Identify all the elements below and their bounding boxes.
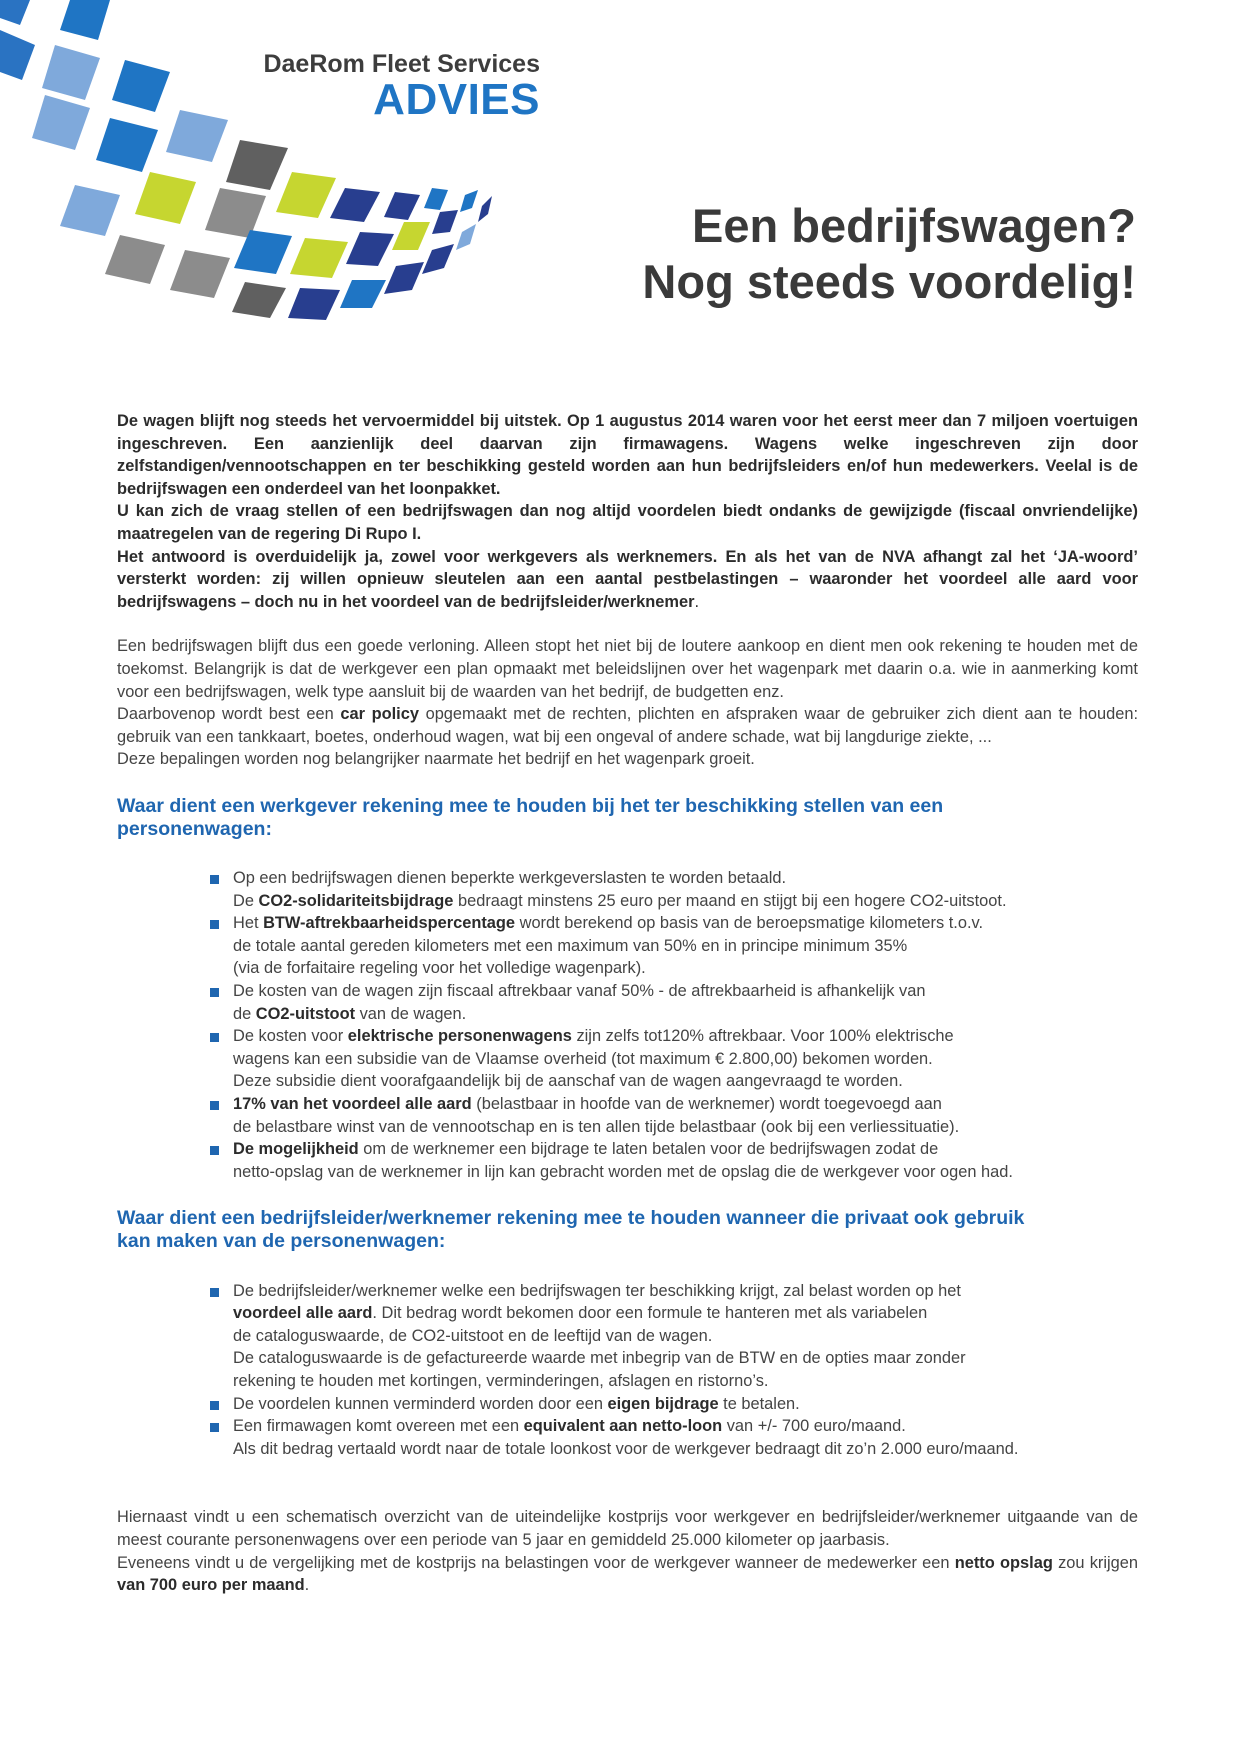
bullet-square-icon [210,1101,219,1110]
policy-paragraph: Een bedrijfswagen blijft dus een goede verloning. Alleen stopt het niet bij de loutere aankoop en dient men ook rekening te houden met de toekomst. Belangrijk is dat de werkgever een plan opmaakt met beleidslijnen over het wagenpark met daarin o.a. wie in aanmerking komt voor een bedrijfswagen, welk type aansluit bij de waarden van het bedrijf, de budgetten enz. Daarbovenop wordt best een car policy opgemaakt met de rechten, plichten en afspraken waar de gebruiker zich dient aan te houden: gebruik van een tankkaart, boetes, onderhoud wagen, wat bij een ongeval of andere schade, wat bij langdurige ziekte, ... Deze bepalingen worden nog belangrijker naarmate het bedrijf en het wagenpark groeit. [117,637,1139,769]
list-item: De mogelijkheid om de werknemer een bijdrage te laten betalen voor de bedrijfswagen zodat de netto-opslag van de werknemer in lijn kan gebracht worden met de opslag die de werkgever voor ogen had. [233,1138,1138,1183]
list-item: De bedrijfsleider/werknemer welke een bedrijfswagen ter beschikking krijgt, zal belast worden op het voordeel alle aard. Dit bedrag wordt bekomen door een formule te hanteren met als variabelen de cataloguswaarde, de CO2-uitstoot en de leeftijd van de wagen. De cataloguswaarde is de gefactureerde waarde met inbegrip van de BTW en de opties maar zonder rekening te houden met kortingen, verminderingen, afslagen en ristorno’s. [233,1280,1138,1393]
list-item: 17% van het voordeel alle aard (belastbaar in hoofde van de werknemer) wordt toegevoegd aan de belastbare winst van de vennootschap en is ten allen tijde belastbaar (ook bij een verliessituatie). [233,1093,1138,1138]
bullet-square-icon [210,875,219,884]
bullet-square-icon [210,1033,219,1042]
bullet-square-icon [210,1423,219,1432]
headline-line-2: Nog steeds voordelig! [642,255,1136,308]
headline [642,198,1136,310]
list-item: Het BTW-aftrekbaarheidspercentage wordt berekend op basis van de beroepsmatige kilometers t.o.v. de totale aantal gereden kilometers met een maximum van 50% en in principe minimum 35% (via de forfaitaire regeling voor het volledige wagenpark). [233,912,1138,980]
logo-tiles [0,0,492,320]
bullet-square-icon [210,920,219,929]
brand-name: DaeRom Fleet Services [263,50,540,78]
bullet-square-icon [210,1288,219,1297]
list-item: De kosten van de wagen zijn fiscaal aftrekbaar vanaf 50% - de aftrekbaarheid is afhankelijk van de CO2-uitstoot van de wagen. [233,980,1138,1025]
list-item: Op een bedrijfswagen dienen beperkte werkgeverslasten te worden betaald. De CO2-solidariteitsbijdrage bedraagt minstens 25 euro per maand en stijgt bij een hogere CO2-uitstoot. [233,867,1138,912]
list-item: De kosten voor elektrische personenwagens zijn zelfs tot120% aftrekbaar. Voor 100% elektrische wagens kan een subsidie van de Vlaamse overheid (tot maximum € 2.800,00) bekomen worden. Deze subsidie dient voorafgaandelijk bij de aanschaf van de wagen aangevraagd te worden. [233,1025,1138,1093]
brand-block [250,50,540,122]
headline-line-1: Een bedrijfswagen? [692,199,1136,252]
list-item: Een firmawagen komt overeen met een equivalent aan netto-loon van +/- 700 euro/maand. Als dit bedrag vertaald wordt naar de totale loonkost voor de werkgever bedraagt dit zo’n 2.000 euro/maand. [233,1415,1138,1460]
employee-list [117,1280,1138,1461]
bullet-square-icon [210,1401,219,1410]
bullet-square-icon [210,988,219,997]
section-employee-title: Waar dient een bedrijfsleider/werknemer rekening mee te houden wanneer die privaat ook gebruik kan maken van de personenwagen: [117,1207,1025,1252]
intro-paragraph: De wagen blijft nog steeds het vervoermiddel bij uitstek. Op 1 augustus 2014 waren voor het eerst meer dan 7 miljoen voertuigen ingeschreven. Een aanzienlijk deel daarvan zijn firmawagens. Wagens welke ingeschreven zijn door zelfstandigen/vennootschappen en ter beschikking gesteld worden aan hun bedrijfsleiders en/of hun medewerkers. Veelal is de bedrijfswagen een onderdeel van het loonpakket. U kan zich de vraag stellen of een bedrijfswagen dan nog altijd voordelen biedt ondanks de gewijzigde (fiscaal onvriendelijke) maatregelen van de regering Di Rupo I. Het antwoord is overduidelijk ja, zowel voor werkgevers als werknemers. En als het van de NVA afhangt zal het ‘JA-woord’ versterkt worden: zij willen opnieuw sleutelen aan een aantal pestbelastingen – waaronder het voordeel alle aard voor bedrijfswagens – doch nu in het voordeel van de bedrijfsleider/werknemer. [117,412,1138,611]
list-item: De voordelen kunnen verminderd worden door een eigen bijdrage te betalen. [233,1393,1138,1416]
section-employer-title: Waar dient een werkgever rekening mee te houden bij het ter beschikking stellen van een personenwagen: [117,794,944,840]
employer-list [117,867,1138,1183]
closing-paragraph: Hiernaast vindt u een schematisch overzicht van de uiteindelijke kostprijs voor werkgever en bedrijfsleider/werknemer uitgaande van de meest courante personenwagens over een periode van 5 jaar en gemiddeld 25.000 kilometer op jaarbasis. Eveneens vindt u de vergelijking met de kostprijs na belastingen voor de werkgever wanneer de medewerker een netto opslag zou krijgen van 700 euro per maand. [117,1508,1138,1595]
brand-sub: ADVIES [373,75,540,124]
bullet-square-icon [210,1146,219,1155]
article-body [117,410,1138,1597]
